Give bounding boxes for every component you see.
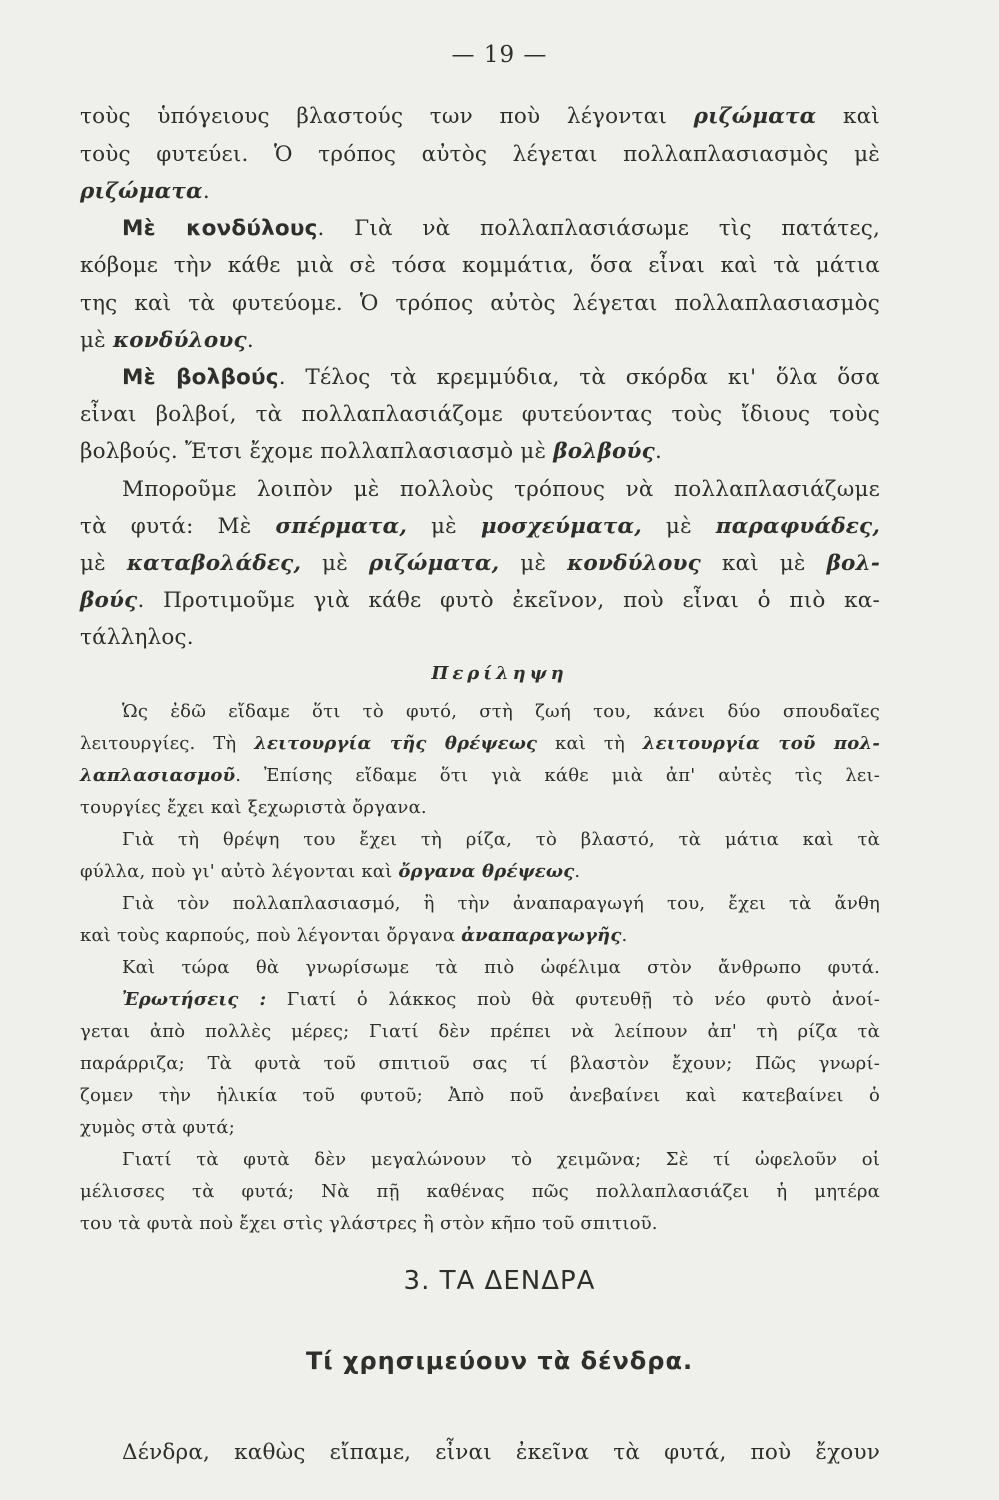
text-run: χυμὸς στὰ φυτά;	[80, 1117, 236, 1138]
text-run: τουργίες ἔχει καὶ ξεχωριστὰ ὄργανα.	[80, 797, 427, 818]
text-run: τοὺς ὑπόγειους βλαστούς των ποὺ λέγονται	[80, 104, 694, 129]
text-line	[80, 794, 880, 822]
text-run: καὶ τὴ	[537, 733, 643, 754]
text-line	[80, 730, 880, 758]
emphasis-text: ὄργανα θρέψεως	[398, 861, 575, 882]
emphasis-text: μοσχεύματα,	[480, 514, 642, 539]
text-run: . Τέλος τὰ κρεμμύδια, τὰ σκόρδα κι' ὅλα ὅσα	[278, 365, 880, 390]
text-run: λειτουργίες. Τὴ	[80, 733, 255, 754]
text-run: τοὺς φυτεύει. Ὁ τρόπος αὐτὸς λέγεται πολλαπλασιασμὸς μὲ	[80, 142, 880, 167]
text-line	[80, 762, 880, 790]
text-line	[122, 214, 880, 244]
text-line	[122, 1146, 880, 1174]
text-line	[80, 1178, 880, 1206]
text-run: βολβούς. Ἔτσι ἔχομε πολλαπλασιασμὸ μὲ	[80, 439, 554, 464]
text-line	[80, 623, 880, 653]
summary-heading	[0, 660, 999, 688]
text-line	[122, 890, 880, 918]
emphasis-text: βολ-	[826, 551, 880, 576]
text-run: μὲ	[301, 551, 369, 576]
text-run: τὰ φυτά: Μὲ	[80, 514, 276, 539]
text-run: .	[246, 328, 254, 353]
text-line	[80, 140, 880, 170]
text-run: .	[621, 925, 628, 946]
text-line	[80, 400, 880, 430]
emphasis-text: καταβολάδες,	[126, 551, 302, 576]
text-line	[80, 437, 880, 467]
text-line	[122, 986, 880, 1014]
emphasis-text: βολβούς	[553, 439, 655, 464]
text-line	[122, 698, 880, 726]
text-run: .	[654, 439, 663, 464]
emphasis-text: λειτουργία τῆς θρέψεως	[254, 733, 538, 754]
text-line	[80, 1018, 880, 1046]
text-line	[80, 102, 880, 132]
text-line	[80, 1114, 880, 1142]
emphasis-text: ἀναπαραγωγῆς	[461, 925, 622, 946]
text-run: γεται ἀπὸ πολλὲς μέρες; Γιατί δὲν πρέπει νὰ λείπουν ἀπ' τὴ ρίζα τὰ	[80, 1021, 880, 1042]
text-run: . Ἐπίσης εἴδαμε ὅτι γιὰ κάθε μιὰ ἀπ' αὐτὲς τὶς λει-	[235, 765, 880, 786]
text-run: Γιὰ τὸν πολλαπλασιασμό, ἢ τὴν ἀναπαραγωγή του, ἔχει τὰ ἄνθη	[122, 893, 880, 914]
text-line	[80, 586, 880, 616]
bold-heading-text: Μὲ βολβούς	[122, 365, 279, 390]
text-run: παράρριζα; Τὰ φυτὰ τοῦ σπιτιοῦ σας τί βλαστὸν ἔχουν; Πῶς γνωρί-	[80, 1053, 880, 1074]
text-line	[122, 475, 880, 505]
text-run: Μποροῦμε λοιπὸν μὲ πολλοὺς τρόπους νὰ πολλαπλασιάζωμε	[122, 477, 880, 502]
text-line	[80, 549, 880, 579]
text-run: Ὡς ἐδῶ εἴδαμε ὅτι τὸ φυτό, στὴ ζωή του, κάνει δύο σπουδαῖες	[122, 701, 880, 722]
text-run: ζομεν τὴν ἡλικία τοῦ φυτοῦ; Ἀπὸ ποῦ ἀνεβαίνει καὶ κατεβαίνει ὁ	[80, 1085, 880, 1106]
section-heading: Τί χρησιμεύουν τὰ δένδρα.	[305, 1347, 694, 1375]
emphasis-text: λειτουργία τοῦ πολ-	[642, 733, 880, 754]
emphasis-text: κονδύλους	[112, 328, 247, 353]
text-run: . Προτιμοῦμε γιὰ κάθε φυτὸ ἐκεῖνον, ποὺ εἶναι ὁ πιὸ κα-	[137, 588, 880, 613]
text-run: μὲ	[80, 328, 113, 353]
text-run: Καὶ τώρα θὰ γνωρίσωμε τὰ πιὸ ὠφέλιμα στὸν ἄνθρωπο φυτά.	[122, 957, 880, 978]
text-line	[80, 326, 880, 356]
text-run: .	[574, 861, 581, 882]
text-line	[122, 363, 880, 393]
emphasis-text: λαπλασιασμοῦ	[80, 765, 236, 786]
emphasis-text: Περίληψη	[431, 663, 568, 684]
text-line	[122, 954, 880, 982]
emphasis-text: σπέρματα,	[275, 514, 408, 539]
text-line	[80, 1082, 880, 1110]
text-line	[80, 289, 880, 319]
emphasis-text: ριζώματα	[693, 104, 817, 129]
emphasis-text: παραφυάδες,	[715, 514, 881, 539]
text-run: μέλισσες τὰ φυτά; Νὰ πῇ καθένας πῶς πολλαπλασιάζει ἡ μητέρα	[80, 1181, 880, 1202]
text-line	[80, 922, 880, 950]
text-run: εἶναι βολβοί, τὰ πολλαπλασιάζομε φυτεύοντας τοὺς ἴδιους τοὺς	[80, 402, 880, 427]
emphasis-text: ριζώματα,	[368, 551, 500, 576]
text-run: φύλλα, ποὺ γι' αὐτὸ λέγονται καὶ	[80, 861, 399, 882]
text-run: τάλληλος.	[80, 625, 194, 650]
text-line-last: Δένδρα, καθὼς εἴπαμε, εἶναι ἐκεῖνα τὰ φυτά, ποὺ ἔχουν	[122, 1440, 880, 1465]
text-run: μὲ	[641, 514, 716, 539]
emphasis-text: βούς	[80, 588, 138, 613]
text-run: καὶ	[816, 104, 880, 129]
text-run: Γιατί ὁ λάκκος ποὺ θὰ φυτευθῇ τὸ νέο φυτὸ ἀνοί-	[266, 989, 880, 1010]
text-line	[80, 1210, 880, 1238]
text-run: μὲ	[499, 551, 568, 576]
bold-heading-text: Μὲ κονδύλους	[122, 216, 318, 241]
emphasis-text: Ἐρωτήσεις :	[122, 989, 267, 1010]
text-run: της καὶ τὰ φυτεύομε. Ὁ τρόπος αὐτὸς λέγεται πολλαπλασιασμὸς	[80, 291, 880, 316]
text-line	[80, 1050, 880, 1078]
emphasis-text: κονδύλους	[567, 551, 701, 576]
text-run: κόβομε τὴν κάθε μιὰ σὲ τόσα κομμάτια, ὅσα εἶναι καὶ τὰ μάτια	[80, 253, 880, 278]
text-line	[122, 826, 880, 854]
text-run: . Γιὰ νὰ πολλαπλασιάσωμε τὶς πατάτες,	[317, 216, 880, 241]
text-run: .	[202, 179, 210, 204]
text-run: Γιὰ τὴ θρέψη του ἔχει τὴ ρίζα, τὸ βλαστό, τὰ μάτια καὶ τὰ	[122, 829, 880, 850]
text-run: καὶ μὲ	[700, 551, 827, 576]
text-line	[80, 512, 880, 542]
text-line	[80, 858, 880, 886]
text-run: του τὰ φυτὰ ποὺ ἔχει στὶς γλάστρες ἢ στὸν κῆπο τοῦ σπιτιοῦ.	[80, 1213, 658, 1234]
text-run: μὲ	[407, 514, 481, 539]
text-run: Γιατί τὰ φυτὰ δὲν μεγαλώνουν τὸ χειμῶνα; Σὲ τί ὠφελοῦν οἱ	[122, 1149, 880, 1170]
text-run: καὶ τοὺς καρπούς, ποὺ λέγονται ὄργανα	[80, 925, 462, 946]
text-run: μὲ	[80, 551, 127, 576]
emphasis-text: ριζώματα	[80, 179, 203, 204]
text-line	[80, 251, 880, 281]
page-number: — 19 —	[451, 42, 548, 68]
text-line	[80, 177, 880, 207]
chapter-heading: 3. ΤΑ ΔΕΝΔΡΑ	[403, 1266, 596, 1296]
